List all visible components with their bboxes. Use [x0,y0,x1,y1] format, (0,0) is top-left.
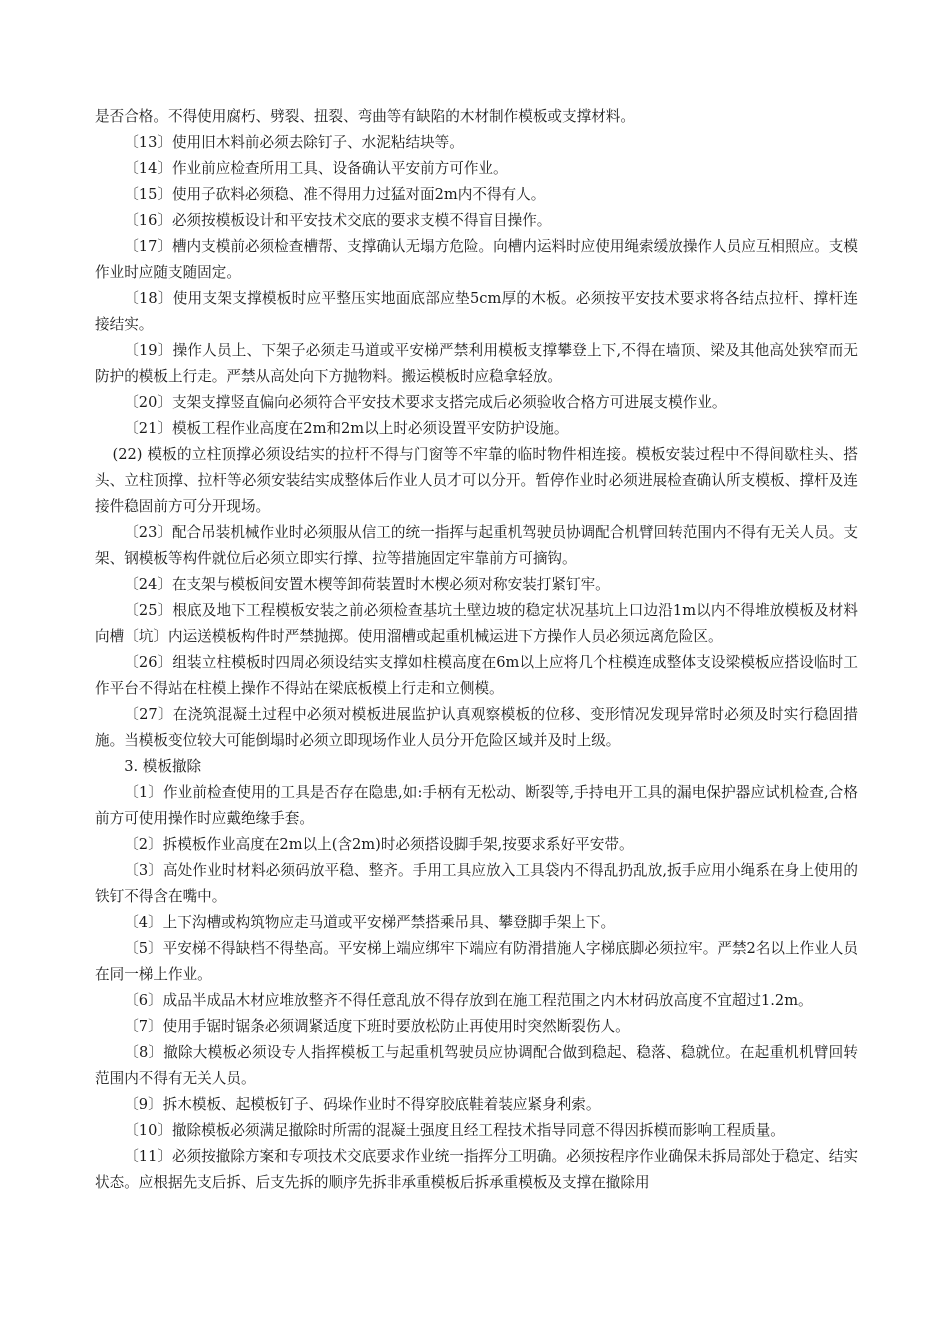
paragraph: 〔26〕组装立柱模板时四周必须设结实支撑如柱模高度在6m以上应将几个柱模连成整体支设梁模板应搭设临时工作平台不得站在柱模上操作不得站在梁底板模上行走和立侧模。 [95,654,858,697]
paragraph: 〔20〕支架支撑竖直偏向必须符合平安技术要求支搭完成后必须验收合格方可进展支模作业。 [124,394,727,411]
paragraph: 〔3〕高处作业时材料必须码放平稳、整齐。手用工具应放入工具袋内不得乱扔乱放,扳手应用小绳系在身上使用的铁钉不得含在嘴中。 [95,862,858,905]
paragraph: 〔7〕使用手锯时锯条必须调紧适度下班时要放松防止再使用时突然断裂伤人。 [124,1018,630,1035]
paragraph: 〔6〕成品半成品木材应堆放整齐不得任意乱放不得存放到在施工程范围之内木材码放高度不宜超过1.2m。 [124,992,813,1009]
paragraph: 是否合格。不得使用腐朽、劈裂、扭裂、弯曲等有缺陷的木材制作模板或支撑材料。 [95,108,635,125]
paragraph: 〔27〕在浇筑混凝土过程中必须对模板进展监护认真观察模板的位移、变形情况发现异常时必须及时实行稳固措施。当模板变位较大可能倒塌时必须立即现场作业人员分开危险区域并及时上级。 [95,706,858,749]
paragraph: 〔16〕必须按模板设计和平安技术交底的要求支模不得盲目操作。 [124,212,552,229]
paragraph: 〔24〕在支架与模板间安置木楔等卸荷装置时木楔必须对称安装打紧钉牢。 [124,576,610,593]
paragraph: 〔2〕拆模板作业高度在2m以上(含2m)时必须搭设脚手架,按要求系好平安带。 [124,836,634,853]
paragraph: 〔10〕撤除模板必须满足撤除时所需的混凝土强度且经工程技术指导同意不得因拆模而影响工程质量。 [124,1122,785,1139]
paragraph: 〔21〕模板工程作业高度在2m和2m以上时必须设置平安防护设施。 [124,420,569,437]
paragraph: 〔17〕槽内支模前必须检查槽帮、支撑确认无塌方危险。向槽内运料时应使用绳索缓放操作人员应互相照应。支模作业时应随支随固定。 [95,238,858,281]
paragraph: 〔19〕操作人员上、下架子必须走马道或平安梯严禁利用模板支撑攀登上下,不得在墙顶、梁及其他高处狭窄而无防护的模板上行走。严禁从高处向下方抛物料。搬运模板时应稳拿轻放。 [95,342,858,385]
section-heading: 3. 模板撤除 [124,758,202,775]
paragraph: 〔11〕必须按撤除方案和专项技术交底要求作业统一指挥分工明确。必须按程序作业确保未拆局部处于稳定、结实状态。应根据先支后拆、后支先拆的顺序先拆非承重模板后拆承重模板及支撑在撤除用 [95,1148,858,1191]
paragraph: 〔15〕使用子砍料必须稳、准不得用力过猛对面2m内不得有人。 [124,186,546,203]
paragraph: 〔1〕作业前检查使用的工具是否存在隐患,如:手柄有无松动、断裂等,手持电开工具的漏电保护器应试机检查,合格前方可使用操作时应戴绝缘手套。 [95,784,858,827]
paragraph: 〔25〕根底及地下工程模板安装之前必须检查基坑土壁边坡的稳定状况基坑上口边沿1m以内不得堆放模板及材料向槽〔坑〕内运送模板构件时严禁抛掷。使用溜槽或起重机械运进下方操作人员必须远离危险区。 [95,602,858,645]
paragraph: 〔14〕作业前应检查所用工具、设备确认平安前方可作业。 [124,160,508,177]
paragraph: 〔9〕拆木模板、起模板钉子、码垛作业时不得穿胶底鞋着装应紧身利索。 [124,1096,601,1113]
document-page [95,104,858,1196]
paragraph: 〔8〕撤除大模板必须设专人指挥模板工与起重机驾驶员应协调配合做到稳起、稳落、稳就位。在起重机机臂回转范围内不得有无关人员。 [95,1044,858,1087]
paragraph: 〔4〕上下沟槽或构筑物应走马道或平安梯严禁搭乘吊具、攀登脚手架上下。 [124,914,616,931]
paragraph: 〔5〕平安梯不得缺档不得垫高。平安梯上端应绑牢下端应有防滑措施人字梯底脚必须拉牢。严禁2名以上作业人员在同一梯上作业。 [95,940,858,983]
paragraph: (22) 模板的立柱顶撑必须设结实的拉杆不得与门窗等不牢靠的临时物件相连接。模板安装过程中不得间歇柱头、搭头、立柱顶撑、拉杆等必须安装结实成整体后作业人员才可以分开。暂停作业时必须进展检查确认所支模板、撑杆及连接件稳固前方可分开现场。 [95,446,858,515]
paragraph: 〔18〕使用支架支撑模板时应平整压实地面底部应垫5cm厚的木板。必须按平安技术要求将各结点拉杆、撑杆连接结实。 [95,290,858,333]
paragraph: 〔13〕使用旧木料前必须去除钉子、水泥粘结块等。 [124,134,464,151]
paragraph: 〔23〕配合吊装机械作业时必须服从信工的统一指挥与起重机驾驶员协调配合机臂回转范围内不得有无关人员。支架、钢模板等构件就位后必须立即实行撑、拉等措施固定牢靠前方可摘钩。 [95,524,858,567]
